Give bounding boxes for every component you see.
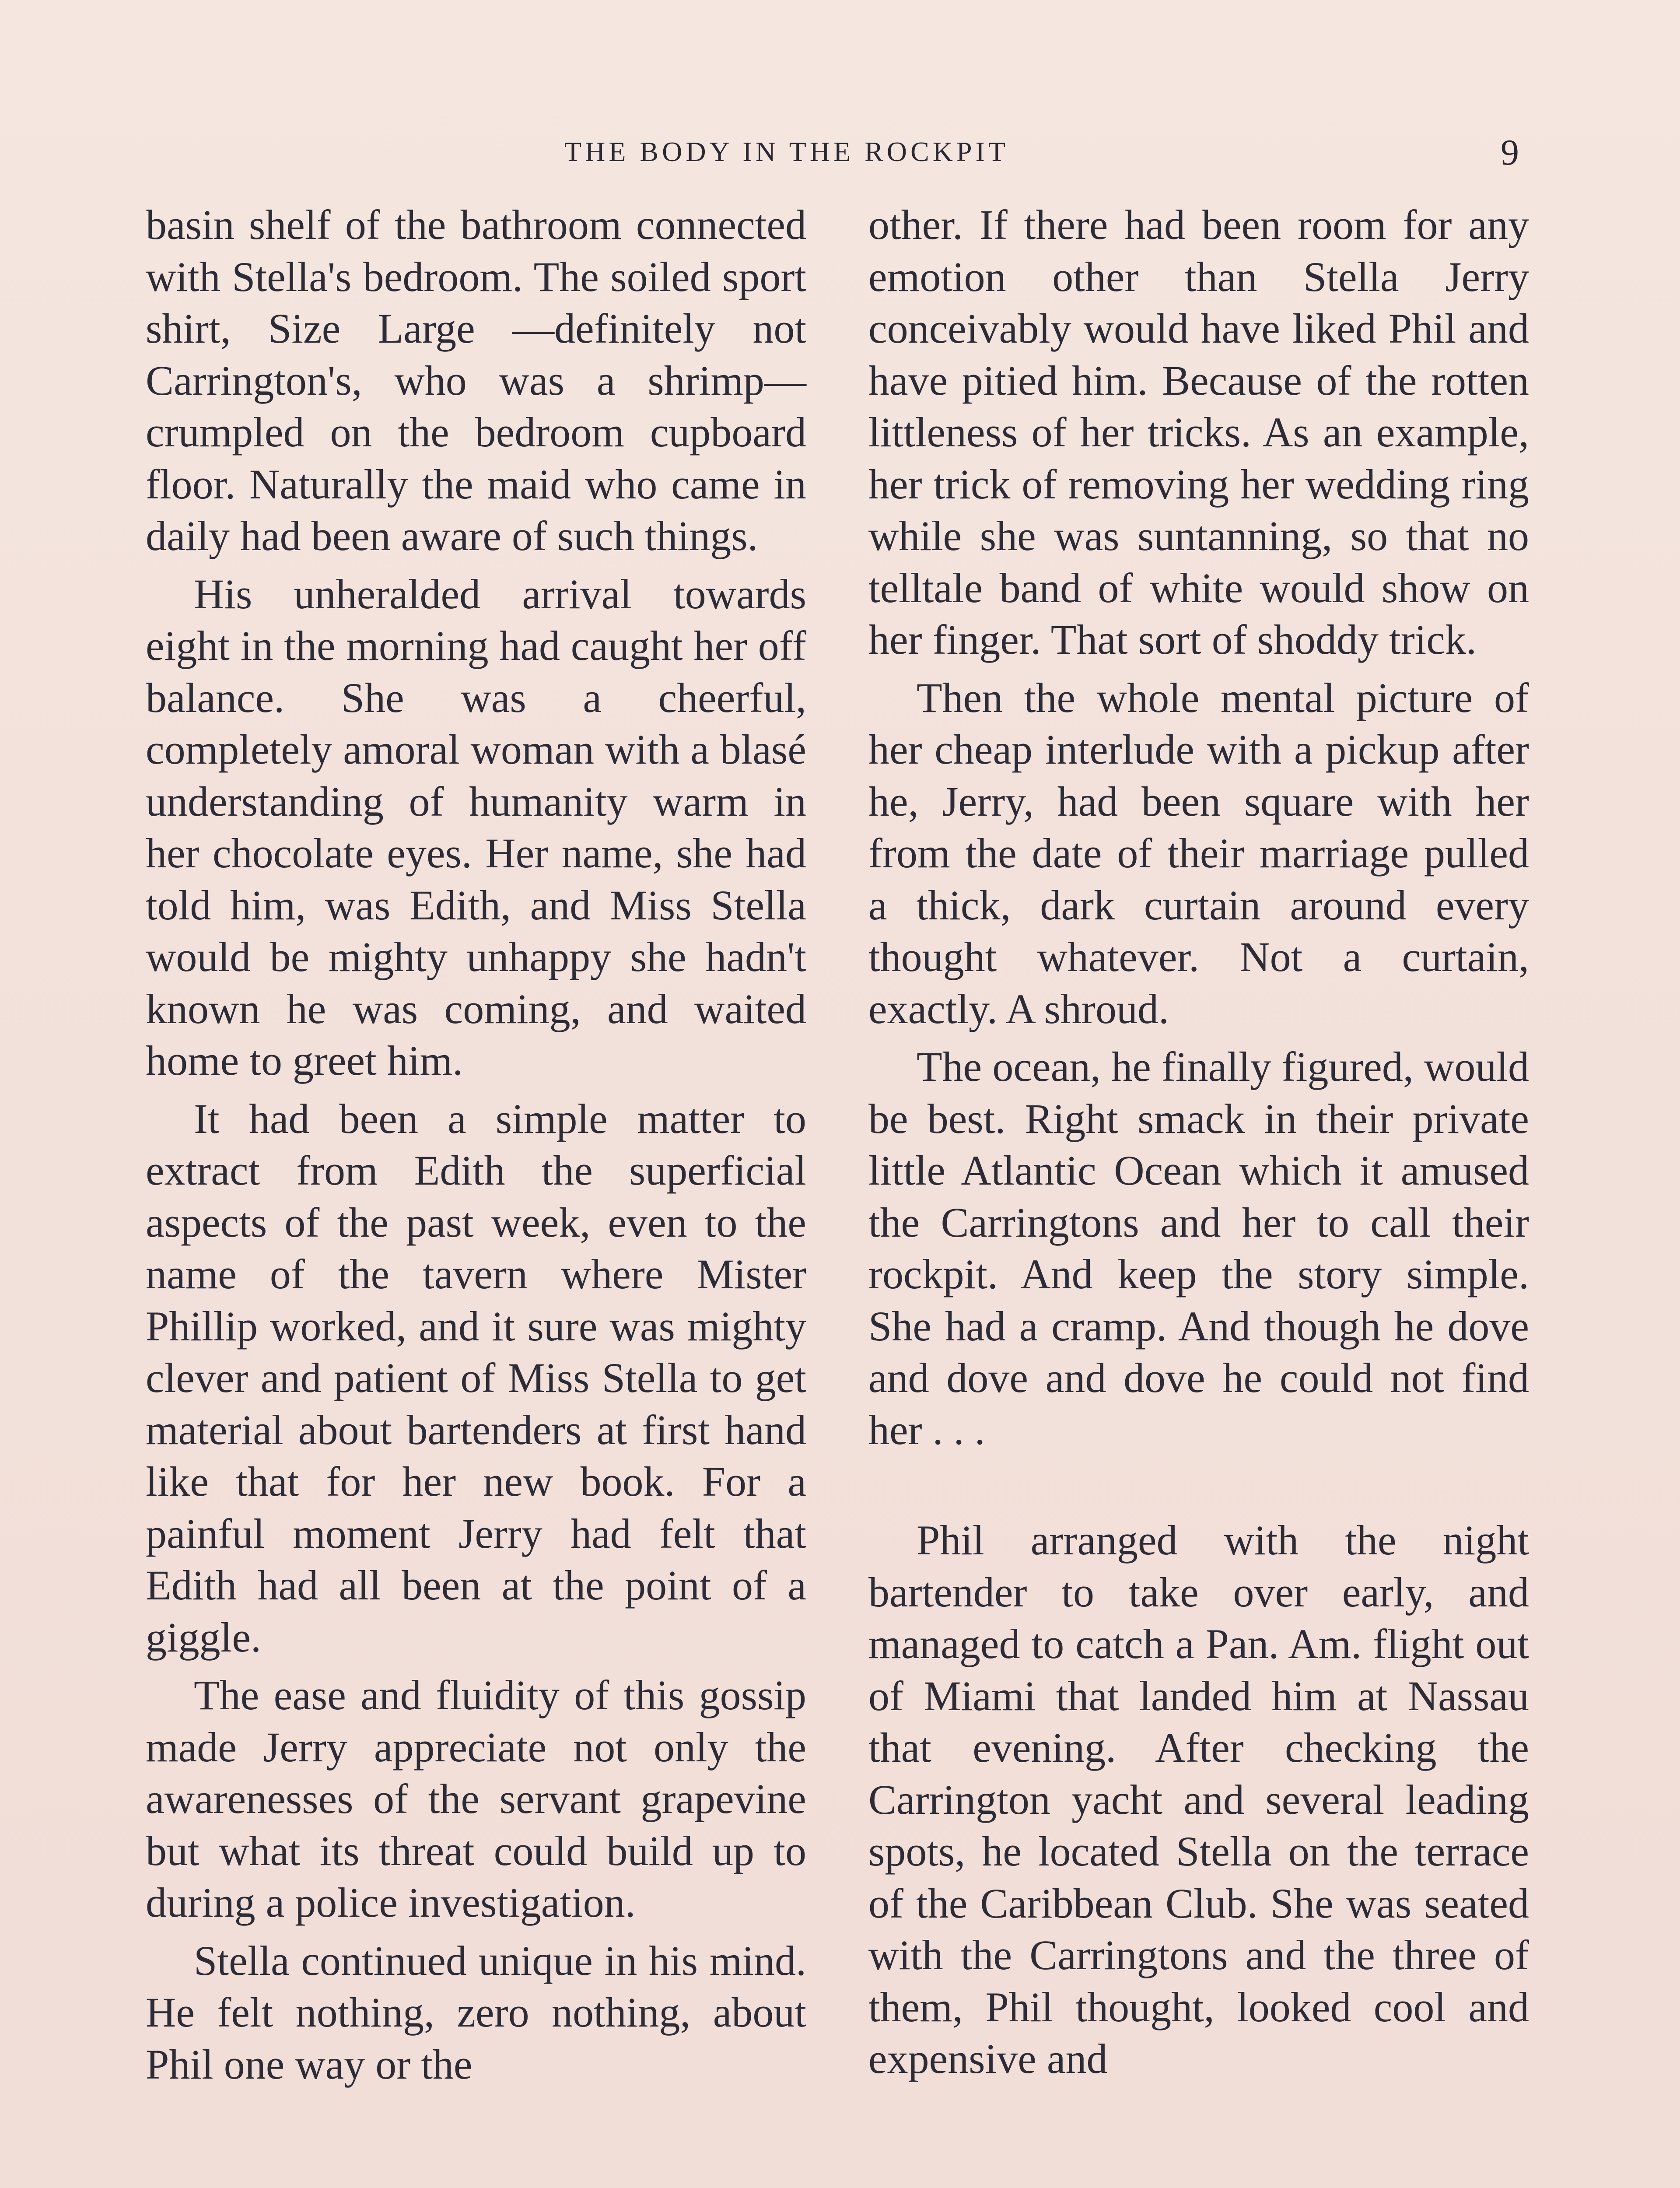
paragraph: The ease and fluidity of this gossip made Jerry appreciate not only the awarenesses of the servant grapevine but what its threat could build up to during a police investigation. [146,1672,806,1926]
paragraph: His unheralded arrival towards eight in the morning had caught her off balance. She was a cheerful, completely amoral woman with a blasé understanding of humanity warm in her chocolate eyes. Her name, she had told him, was Edith, and Miss Stella would be mighty unhappy she hadn't known he was coming, and waited home to greet him. [146,570,806,1084]
paragraph: Phil arranged with the night bartender to take over early, and managed to catch a Pan. Am. flight out of Miami that landed him at Nassau that evening. After checking the Carrington yacht and several leading spots, he located Stella on the terrace of the Caribbean Club. She was seated with the Carringtons and the three of them, Phil thought, looked cool and expensive and [868,1517,1529,2082]
section-break [868,1462,1529,1515]
paragraph: Stella continued unique in his mind. He felt nothing, zero nothing, about Phil one way or the [146,1937,806,2088]
page-number: 9 [1501,132,1519,173]
running-title: THE BODY IN THE ROCKPIT [564,136,1009,167]
left-column [146,199,806,2097]
page-header [0,131,1680,179]
paragraph: basin shelf of the bathroom connected with Stella's bedroom. The soiled sport shirt, Size Large —definitely not Carrington's, who was a shrimp—crumpled on the bedroom cupboard floor. Naturally the maid who came in daily had been aware of such things. [146,201,806,559]
paragraph: other. If there had been room for any emotion other than Stella Jerry conceivably would have liked Phil and have pitied him. Because of the rotten littleness of her tricks. As an example, her trick of removing her wedding ring while she was suntanning, so that no telltale band of white would show on her finger. That sort of shoddy trick. [868,201,1529,663]
paragraph: The ocean, he finally figured, would be best. Right smack in their private little Atlantic Ocean which it amused the Carringtons and her to call their rockpit. And keep the story simple. She had a cramp. And though he dove and dove and dove he could not find her . . . [868,1043,1529,1453]
paragraph: Then the whole mental picture of her cheap interlude with a pickup after he, Jerry, had been square with her from the date of their marriage pulled a thick, dark curtain around every thought whatever. Not a curtain, exactly. A shroud. [868,674,1529,1032]
right-column [868,199,1529,2091]
paragraph: It had been a simple matter to extract from Edith the superficial aspects of the past week, even to the name of the tavern where Mister Phillip worked, and it sure was mighty clever and patient of Miss Stella to get material about bartenders at first hand like that for her new book. For a painful moment Jerry had felt that Edith had all been at the point of a giggle. [146,1095,806,1661]
